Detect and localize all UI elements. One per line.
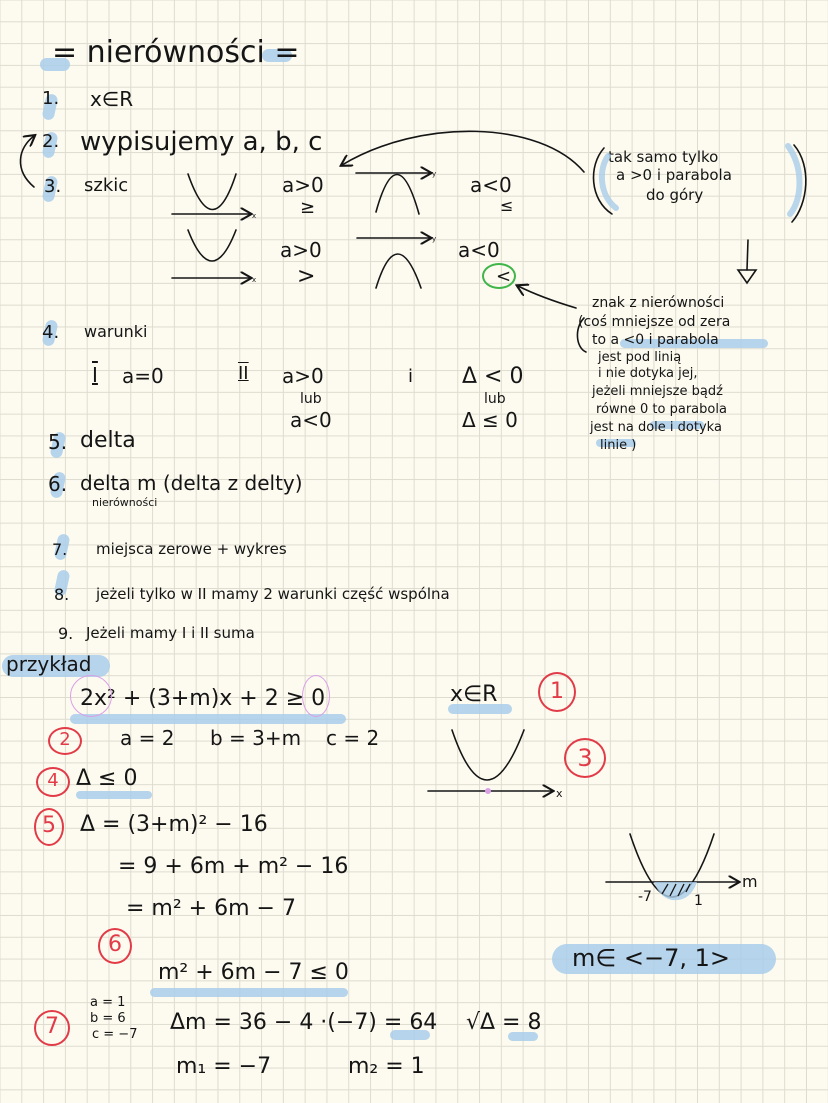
step-marker-5-label: 5 — [42, 813, 56, 838]
coeff-a: a = 2 — [120, 726, 175, 750]
side-note-line: znak z nierówności — [592, 295, 725, 311]
step-7-num: 7. — [52, 540, 68, 559]
example-condition: Δ ≤ 0 — [76, 766, 138, 791]
side-note-top-line2: a >0 i parabola — [616, 166, 732, 184]
side-note-line: równe 0 to parabola — [596, 402, 727, 417]
step-1-text: x∈R — [90, 87, 134, 111]
sketch-r1-left-cond: a>0 — [282, 173, 324, 197]
condition-delta1: Δ < 0 — [462, 364, 524, 389]
step-9-num: 9. — [58, 624, 74, 643]
side-note-line: i nie dotyka jej, — [598, 366, 698, 381]
step-8-text: jeżeli tylko w II mamy 2 warunki część wspólna — [96, 585, 450, 603]
parabola-up-touch — [188, 174, 236, 210]
root-m2: m₂ = 1 — [348, 1054, 425, 1079]
graph-root-1: -7 — [638, 889, 652, 905]
example-domain: x∈R — [450, 682, 498, 707]
condition-II-a2: a<0 — [290, 408, 332, 432]
example-inequality: 2x² + (3+m)x + 2 ≥ 0 — [80, 686, 326, 711]
side-note-line: linie ) — [600, 438, 637, 453]
axis-x-label: x — [556, 787, 563, 800]
step-7-text: miejsca zerowe + wykres — [96, 540, 287, 558]
sketch-r1-right-cond: a<0 — [470, 173, 512, 197]
curved-arrow-steps — [20, 136, 34, 187]
condition-II-a1: a>0 — [282, 364, 324, 388]
step-5-num: 5. — [48, 430, 68, 454]
coeff-m-c: c = −7 — [92, 1027, 138, 1042]
step-1-num: 1. — [42, 88, 60, 109]
graph-root-2: 1 — [694, 893, 703, 909]
step-5-text: delta — [80, 428, 136, 453]
svg-text:x: x — [252, 276, 257, 284]
step-9-text: Jeżeli mamy I i II suma — [86, 624, 255, 642]
coeff-b: b = 3+m — [210, 726, 302, 750]
condition-II-or1: lub — [300, 391, 322, 407]
side-note-top-line1: tak samo tylko — [608, 148, 719, 166]
sketch-r1-right-sign: ≤ — [500, 196, 514, 215]
step-2-text: wypisujemy a, b, c — [80, 127, 323, 157]
inequality-m: m² + 6m − 7 ≤ 0 — [158, 960, 349, 985]
parabola-down-below — [376, 254, 421, 288]
parabola-down-touch — [376, 174, 419, 214]
answer: m∈ <−7, 1> — [572, 944, 731, 972]
delta-line-3: = m² + 6m − 7 — [126, 896, 296, 921]
step-3-text: szkic — [84, 175, 129, 196]
touch-point — [485, 788, 491, 794]
page-title: = nierówności = — [52, 35, 300, 70]
svg-text:y: y — [432, 235, 437, 243]
graph-axis-m: m — [742, 872, 758, 891]
step-6-num: 6. — [48, 472, 68, 496]
condition-I-expr: a=0 — [122, 364, 164, 388]
side-note-line: jest na dole i dotyka — [590, 420, 722, 435]
step-6-text: delta m (delta z delty) — [80, 471, 303, 495]
step-marker-3-label: 3 — [577, 744, 593, 772]
example-parabola — [452, 730, 524, 780]
condition-and: i — [408, 366, 414, 387]
sketch-r2-right-cond: a<0 — [458, 238, 500, 262]
delta-line-1: Δ = (3+m)² − 16 — [80, 812, 268, 837]
condition-delta2: Δ ≤ 0 — [462, 408, 518, 432]
arrow-to-sign — [518, 286, 576, 308]
example-label: przykład — [6, 652, 92, 676]
condition-or2: lub — [484, 391, 506, 407]
side-note-line: (coś mniejsze od zera — [578, 314, 731, 330]
sketch-r2-left-cond: a>0 — [280, 238, 322, 262]
step-3-num: 3. — [44, 176, 62, 197]
condition-I-label: I — [92, 363, 98, 387]
sketch-r2-right-sign: < — [496, 266, 512, 287]
step-marker-4-label: 4 — [47, 770, 59, 791]
step-8-num: 8. — [54, 585, 70, 604]
side-note-line: jeżeli mniejsze bądź — [592, 384, 723, 399]
side-note-line: jest pod linią — [598, 350, 682, 365]
step-6-subscript: nierówności — [92, 496, 158, 509]
step-2-num: 2. — [42, 131, 60, 152]
delta-line-2: = 9 + 6m + m² − 16 — [118, 854, 349, 879]
delta-m: Δm = 36 − 4 ·(−7) = 64 — [170, 1010, 438, 1035]
sketch-r1-left-sign: ≥ — [300, 197, 316, 218]
condition-II-label: II — [238, 363, 249, 384]
root-m1: m₁ = −7 — [176, 1054, 272, 1079]
coeff-m-a: a = 1 — [90, 995, 126, 1010]
coeff-m-b: b = 6 — [90, 1011, 126, 1026]
step-4-text: warunki — [84, 322, 148, 341]
svg-text:y: y — [432, 170, 437, 178]
parabola-up-above — [188, 230, 236, 261]
step-marker-1-label: 1 — [550, 679, 564, 704]
svg-text:x: x — [252, 212, 257, 220]
step-marker-7-label: 7 — [45, 1014, 59, 1039]
side-note-top-line3: do góry — [646, 186, 704, 204]
sketch-r2-left-sign: > — [297, 264, 316, 289]
step-4-num: 4. — [42, 322, 60, 343]
step-marker-2-label: 2 — [59, 729, 71, 750]
step-marker-6-label: 6 — [108, 932, 122, 957]
sqrt-delta: √Δ = 8 — [466, 1010, 542, 1035]
side-note-line: to a <0 i parabola — [592, 332, 719, 348]
down-arrow-head — [738, 270, 756, 283]
coeff-c: c = 2 — [326, 726, 380, 750]
curved-arrow-note — [342, 131, 584, 172]
side-note-paren — [577, 318, 586, 352]
